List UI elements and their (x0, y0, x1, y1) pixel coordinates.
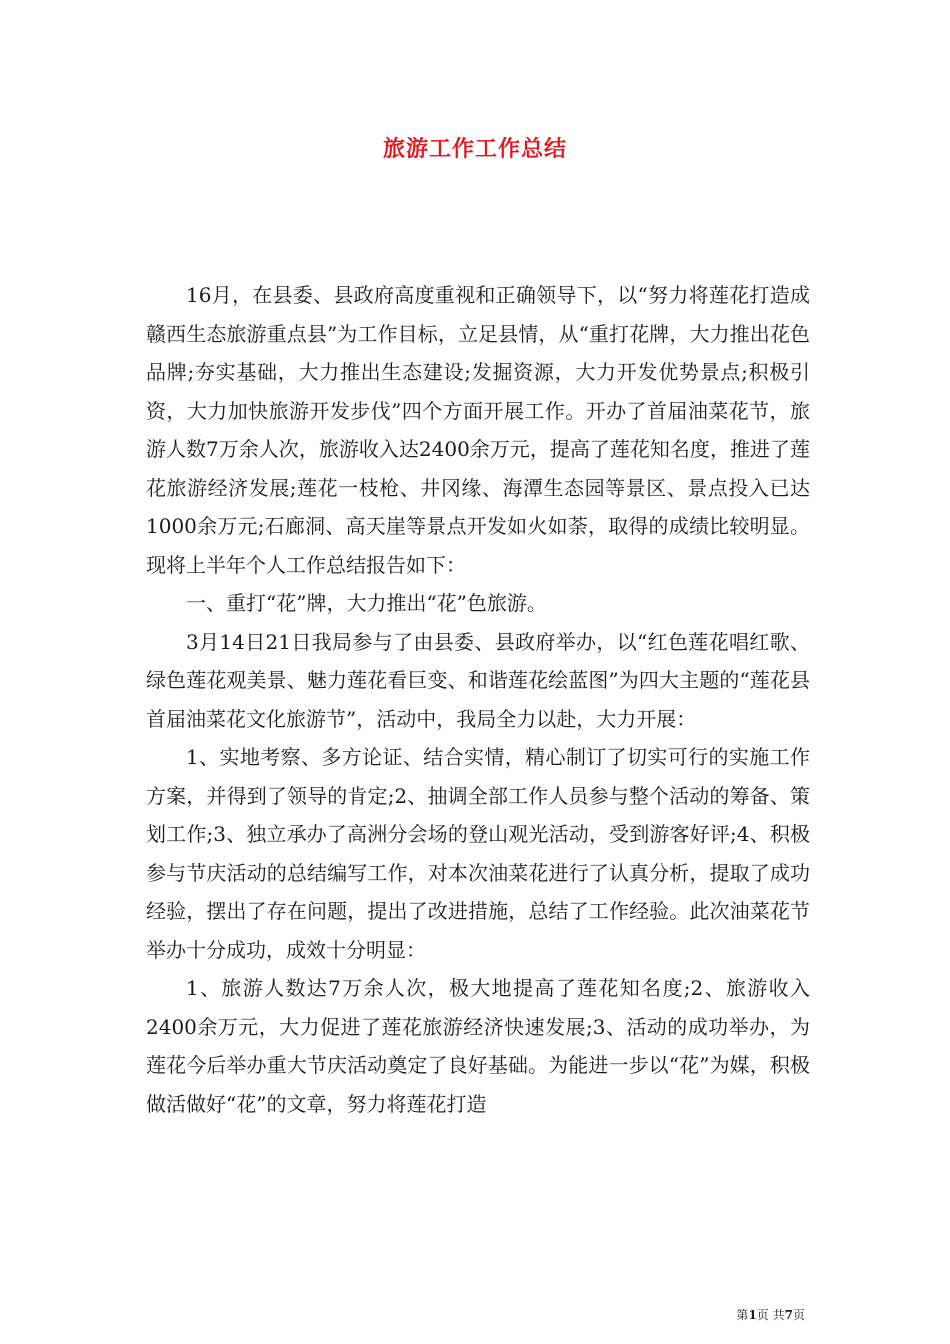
total-pages: 7 (784, 1308, 793, 1322)
page-suffix: 页 (792, 1308, 805, 1322)
current-page: 1 (748, 1308, 757, 1322)
document-body (146, 276, 810, 1123)
paragraph: 1、实地考察、多方论证、结合实情，精心制订了切实可行的实施工作方案，并得到了领导的肯定;2、抽调全部工作人员参与整个活动的筹备、策划工作;3、独立承办了高洲分会场的登山观光活动，受到游客好评;4、积极参与节庆活动的总结编写工作，对本次油菜花进行了认真分析，提取了成功经验，摆出了存在问题，提出了改进措施，总结了工作经验。此次油菜花节举办十分成功，成效十分明显： (146, 745, 810, 962)
paragraph: 3月14日21日我局参与了由县委、县政府举办，以“红色莲花唱红歌、绿色莲花观美景、魅力莲花看巨变、和谐莲花绘蓝图”为四大主题的“莲花县首届油菜花文化旅游节”，活动中，我局全力以赴，大力开展： (146, 629, 810, 731)
paragraph: 1、旅游人数达7万余人次，极大地提高了莲花知名度;2、旅游收入2400余万元，大力促进了莲花旅游经济快速发展;3、活动的成功举办，为莲花今后举办重大节庆活动奠定了良好基础。为能进一步以“花”为媒，积极做活做好“花”的文章，努力将莲花打造 (146, 976, 810, 1116)
section-heading: 一、重打“花”牌，大力推出“花”色旅游。 (186, 591, 547, 615)
document-title: 旅游工作工作总结 (382, 136, 567, 162)
page-middle: 页 共 (756, 1308, 785, 1322)
page-number (736, 1306, 805, 1323)
paragraph: 16月，在县委、县政府高度重视和正确领导下，以“努力将莲花打造成赣西生态旅游重点县”为工作目标，立足县情，从“重打花牌，大力推出花色品牌;夯实基础，大力推出生态建设;发掘资源，大力开发优势景点;积极引资，大力加快旅游开发步伐”四个方面开展工作。开办了首届油菜花节，旅游人数7万余人次，旅游收入达2400余万元，提高了莲花知名度，推进了莲花旅游经济发展;莲花一枝枪、井冈缘、海潭生态园等景区、景点投入已达1000余万元;石廊洞、高天崖等景点开发如火如荼，取得的成绩比较明显。现将上半年个人工作总结报告如下： (146, 283, 810, 577)
page-prefix: 第 (736, 1308, 749, 1322)
